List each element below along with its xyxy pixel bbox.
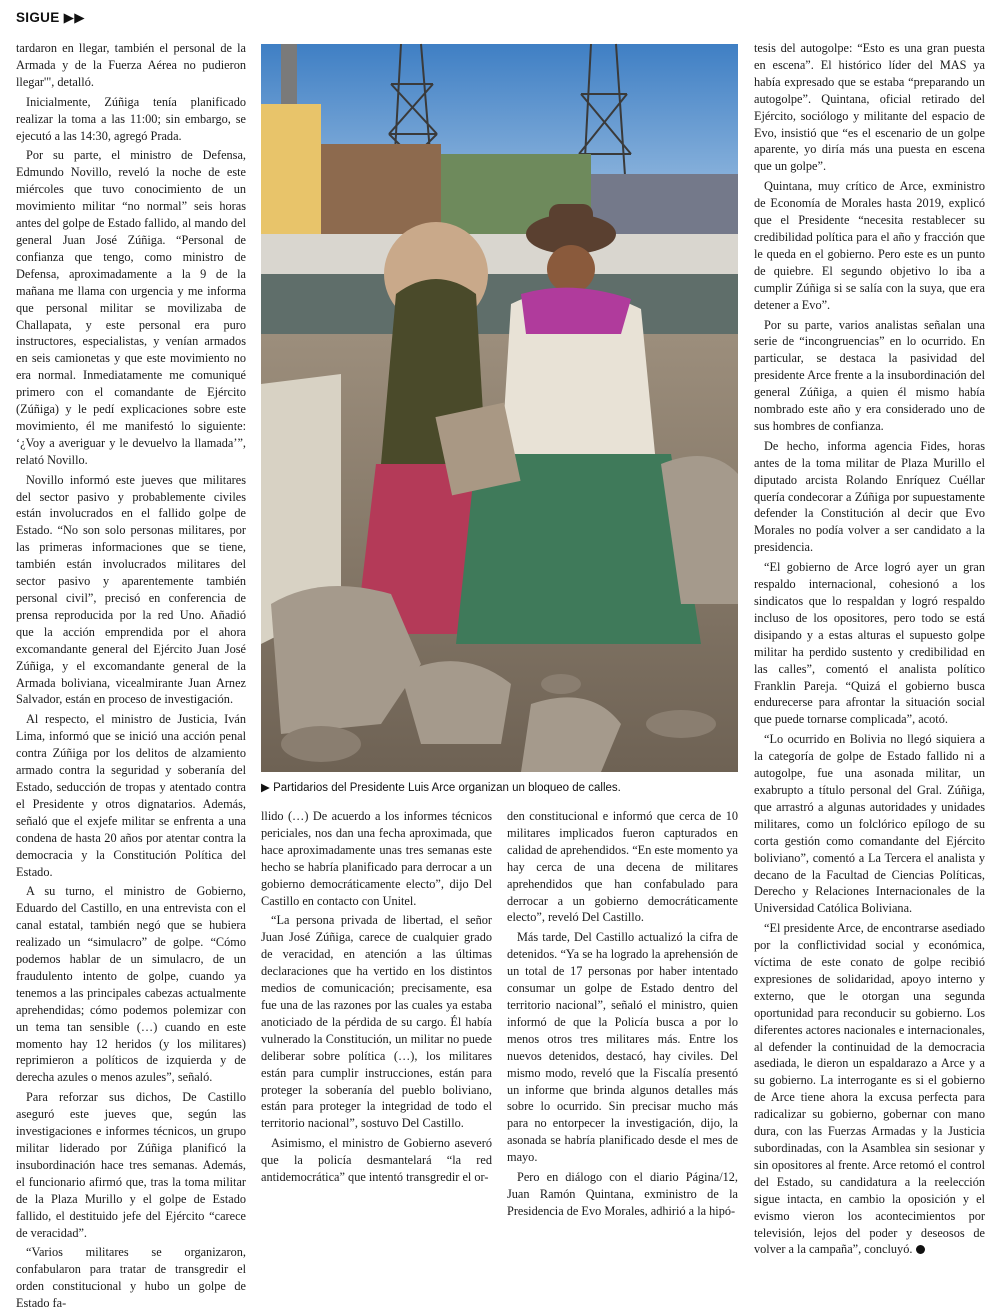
- caption-arrow-icon: ▶: [261, 782, 270, 794]
- news-photo: [261, 44, 738, 772]
- paragraph: llido (…) De acuerdo a los informes técnicos periciales, nos dan una fecha aproximada, que hace aproximadamente unas tres semanas este hecho se habría planificado para derrocar a un gobierno democráticamente electo”, dijo Del Castillo en contacto con Unitel.: [261, 809, 492, 908]
- paragraph: tardaron en llegar, también el personal de la Armada y de la Fuerza Aérea no pudieron llegar'", detalló.: [16, 41, 246, 89]
- paragraph: “Varios militares se organizaron, confabularon para tratar de transgredir el orden constitucional y hubo un golpe de Estado fa-: [16, 1245, 246, 1311]
- paragraph: tesis del autogolpe: “Esto es una gran puesta en escena”. El histórico líder del MAS ya había expresado que se estaba “preparando un autogolpe”. Quintana, oficial retirado del Ejército, sociólogo y militante del espacio de Evo, insistió que “es el escenario de un golpe aparente, yo diría más una puesta en escena que un golpe”.: [754, 41, 985, 174]
- paragraph-final: [754, 920, 985, 1258]
- paragraph: “El gobierno de Arce logró ayer un gran respaldo internacional, cohesionó a los sindicatos que lo respaldan y logró respaldo incluso de los opositores, pero todo se está disipando y a estas alturas el supuesto golpe militar ha perdido sustento y credibilidad en las calles”, comentó el analista político Franklin Pareja. “Quizá el gobierno busca endurecerse para afrontar la situación social que puede tornarse complicada”, acotó.: [754, 560, 985, 727]
- article-column-3: [507, 808, 738, 1218]
- paragraph: Asimismo, el ministro de Gobierno aseveró que la policía desmantelará “la red antidemocrática” que intentó transgredir el or-: [261, 1136, 492, 1185]
- section-label: SIGUE: [16, 10, 60, 25]
- caption-text: Partidarios del Presidente Luis Arce organizan un bloqueo de calles.: [273, 782, 621, 794]
- article-column-2: [261, 808, 492, 1188]
- paragraph: Inicialmente, Zúñiga tenía planificado realizar la toma a las 11:00; sin embargo, se ejecutó a las 14:30, agregó Prada.: [16, 94, 246, 143]
- paragraph: “Lo ocurrido en Bolivia no llegó siquiera a la categoría de golpe de Estado fallido ni a autogolpe, fue una asonada militar, un exabrupto a título personal del Gral. Zúñiga, que arrastró a algunas autoridades y unidades militares, como un folclórico epílogo de su corta gestión como comandante del Ejército boliviano”, comentó a La Tercera el analista y decano de la Facultad de Ciencias Políticas, Derecho y Relaciones Internacionales de la Universidad Católica Boliviana.: [754, 732, 985, 916]
- paragraph: Para reforzar sus dichos, De Castillo aseguró este jueves que, según las investigaciones e informes técnicos, un grupo militar liderado por Zúñiga planificó la insubordinación hace tres semanas. Además, el funcionario afirmó que, tras la toma militar de la Plaza Murillo y el golpe de Estado fallido, el destituido jefe del Ejército “carece de veracidad”.: [16, 1090, 246, 1240]
- paragraph: Más tarde, Del Castillo actualizó la cifra de detenidos. “Ya se ha logrado la aprehensión de un total de 17 personas por haber intentado consumar un golpe de Estado dentro del territorio nacional”, señaló el ministro, quien informó de que la Policía busca a por lo menos otros tres militares más. Entre los nuevos detenidos, destacó, hay civiles. Del mismo modo, reveló que la Fiscalía presentó un informe que brinda algunos detalles más sobre lo ocurrido. Sin precisar mucho más para no entorpecer la investigación, dijo, la asonada se habría planificado desde el mes de mayo.: [507, 930, 738, 1165]
- article-column-1: [16, 40, 246, 1311]
- paragraph-text: “El presidente Arce, de encontrarse asediado por la conflictividad social y económica, víctima de este conato de golpe recibió expresiones de solidaridad, apoyo interno y externo, que le otorgan una segunda oportunidad para reconducir su gobierno. Los diferentes actores nacionales e internacionales, al defender la continuidad de la democracia asediada, le dieron un espaldarazo a Arce y a su gobierno. La interrogante es si el gobierno de Arce tiene ahora la excusa perfecta para radicalizar su gobierno, gobernar con mano dura, con las Fuerzas Armadas y la Justicia subordinadas, con la Asamblea sin sesionar y sin opositores al frente. Arce retomó el control del Estado, su candidatura a la reelección sigue intacta, en cambio la oposición y el evismo vieron los acontecimientos por televisión, lejos del poder y deseosos de volver a la campaña”, concluyó.: [754, 921, 985, 1257]
- street-blockade-photo: [261, 44, 738, 772]
- paragraph: Por su parte, varios analistas señalan una serie de “incongruencias” en lo ocurrido. En particular, se destaca la pasividad del presidente Arce frente a la insubordinación del general Zúñiga, a quien él mismo había nombrado este año y era considerado uno de sus hombres de confianza.: [754, 317, 985, 433]
- photo-caption: [261, 780, 738, 794]
- paragraph: A su turno, el ministro de Gobierno, Eduardo del Castillo, en una entrevista con el canal estatal, también negó que se hubiera realizado un “simulacro” de golpe. “Cómo podemos hablar de un simulacro, de un fraudulento intento de golpe, cuando ya tenemos a las principales cabezas actualmente aprehendidas; cómo podemos polemizar con un tema tan sensible (…) cuando en este momento hay 12 heridos (y los militares) reprimieron a políticos de izquierda y de derecha azules o menos azules”, señaló.: [16, 884, 246, 1085]
- paragraph: Novillo informó este jueves que militares del sector pasivo y probablemente civiles están involucrados en el fallido golpe de Estado. “No son solo personas militares, por las primeras informaciones que se tiene, también están involucrados militares del sector pasivo y aparentemente también personal civil”, precisó en conferencia de prensa reproducida por la red Uno. Añadió que la acción emprendida por el ahora excomandante general del Ejército Juan José Zúñiga, y el excomandante general de la Armada boliviana, vicealmirante Juan Arnez Salvador, están en proceso de investigación.: [16, 472, 246, 707]
- paragraph: Al respecto, el ministro de Justicia, Iván Lima, informó que se inició una acción penal contra Zúñiga por los delitos de alzamiento armado contra la seguridad y soberanía del Estado, seducción de tropas y atentado contra el Presidente y otros dignatarios. Además, señaló que el exjefe militar se enfrenta a una condena de hasta 20 años por atentar contra la democracia y la Constitución Política del Estado.: [16, 712, 246, 879]
- paragraph: Pero en diálogo con el diario Página/12, Juan Ramón Quintana, exministro de la Presidencia de Evo Morales, adhirió a la hipó-: [507, 1170, 738, 1218]
- paragraph: De hecho, informa agencia Fides, horas antes de la toma militar de Plaza Murillo el diputado arcista Rolando Enríquez Cuéllar quería condecorar a Zúñiga por supuestamente defender la Constitución al decir que Evo Morales no podía volver a ser candidato a la presidencia.: [754, 438, 985, 555]
- paragraph: Por su parte, el ministro de Defensa, Edmundo Novillo, reveló la noche de este miércoles que tuvo conocimiento de un movimiento militar “no normal” seis horas antes del golpe de Estado fallido, al mando del general Juan José Zúñiga. “Personal de confianza que tengo, como ministro de Defensa, aproximadamente a la 9 de la mañana me llama con urgencia y me informa que personal militar se movilizaba de Challapata, y este personal era puro instructores, especialistas, y venían armados en seis camionetas y que este movimiento no era normal. Inmediatamente me comuniqué primero con el comandante de Ejército (Zúñiga) y le pedí explicaciones sobre este movimiento, él me manifestó lo siguiente: ‘¿Voy a averiguar y le devuelvo la llamada’”, relató Novillo.: [16, 148, 246, 467]
- section-header: [16, 10, 85, 26]
- article-column-4: [754, 40, 985, 1257]
- paragraph: den constitucional e informó que cerca de 10 militares implicados fueron capturados en calidad de aprehendidos. “En este momento ya hay cerca de una decena de militares aprehendidos que han confabulado para derrocar a un gobierno democráticamente electo”, reveló Del Castillo.: [507, 809, 738, 925]
- end-of-article-dot-icon: [916, 1245, 925, 1254]
- paragraph: “La persona privada de libertad, el señor Juan José Zúñiga, carece de cualquier grado de veracidad, en atención a las últimas declaraciones que ha vertido en los distintos medios de comunicación; precisamente, esa fue una de las razones por las cuales ya estaba anoticiado de la pérdida de su cargo. Él había vulnerado la Constitución, un militar no puede deliberar sobre política (…), los militares están para cumplir instrucciones, están para proteger la soberanía del pueblo boliviano, están para proteger la integridad de todo el territorio nacional”, sostuvo Del Castillo.: [261, 913, 492, 1131]
- double-arrow-icon: ▶▶: [63, 10, 85, 25]
- paragraph: Quintana, muy crítico de Arce, exministro de Economía de Morales hasta 2019, explicó que el Presidente “necesita restablecer su credibilidad política para el año y fracción que le queda en el gobierno. Pero este es un punto de quiebre. El segundo objetivo lo iba a cumplir Zúñiga si se salía con la suya, que era detener a Evo”.: [754, 179, 985, 312]
